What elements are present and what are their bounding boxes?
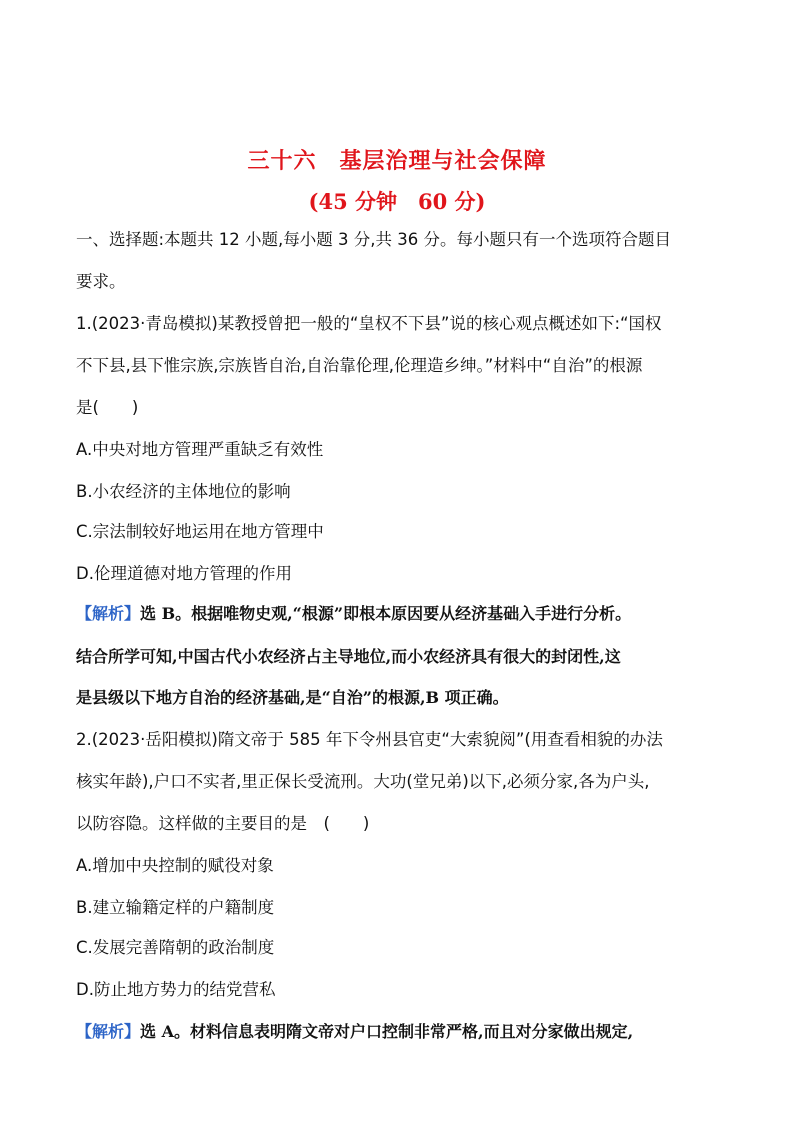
q2-analysis-text-1: 选 A。材料信息表明隋文帝对户口控制非常严格,而且对分家做出规定, xyxy=(140,1022,634,1041)
q2-stem-line-2: 核实年龄),户口不实者,里正保长受流刑。大功(堂兄弟)以下,必须分家,各为户头, xyxy=(76,772,650,791)
q1-option-d: D.伦理道德对地方管理的作用 xyxy=(76,564,292,583)
analysis-tag: 【解析】 xyxy=(76,604,141,623)
q1-stem-line-1: 1.(2023·青岛模拟)某教授曾把一般的“皇权不下县”说的核心观点概述如下:“国权 xyxy=(76,314,662,333)
q1-analysis-line-1 xyxy=(76,602,736,626)
q1-option-b: B.小农经济的主体地位的影响 xyxy=(76,482,291,501)
q2-option-c: C.发展完善隋朝的政治制度 xyxy=(76,938,275,957)
page-subtitle: (45 分钟 60 分) xyxy=(308,189,486,214)
q2-stem-line-1: 2.(2023·岳阳模拟)隋文帝于 585 年下令州县官吏“大索貌阅”(用查看相貌的办法 xyxy=(76,730,663,749)
q1-option-c: C.宗法制较好地运用在地方管理中 xyxy=(76,522,324,541)
q1-analysis-line-3: 是县级以下地方自治的经济基础,是“自治”的根源,B 项正确。 xyxy=(76,688,509,707)
q2-option-a: A.增加中央控制的赋役对象 xyxy=(76,856,274,875)
q1-stem-line-2: 不下县,县下惟宗族,宗族皆自治,自治靠伦理,伦理造乡绅。”材料中“自治”的根源 xyxy=(76,356,643,375)
analysis-tag: 【解析】 xyxy=(76,1022,141,1041)
q2-option-b: B.建立输籍定样的户籍制度 xyxy=(76,898,275,917)
q2-option-d: D.防止地方势力的结党营私 xyxy=(76,980,276,999)
q1-analysis-line-2: 结合所学可知,中国古代小农经济占主导地位,而小农经济具有很大的封闭性,这 xyxy=(76,647,621,666)
q1-option-a: A.中央对地方管理严重缺乏有效性 xyxy=(76,440,324,459)
q1-stem-line-3: 是( ) xyxy=(76,398,139,417)
section-intro-line-1: 一、选择题:本题共 12 小题,每小题 3 分,共 36 分。每小题只有一个选项符合题目 xyxy=(76,230,672,249)
section-intro-line-2: 要求。 xyxy=(76,272,126,291)
q1-analysis-text-1: 选 B。根据唯物史观,“根源”即根本原因要从经济基础入手进行分析。 xyxy=(140,604,632,623)
q2-analysis-line-1 xyxy=(76,1020,736,1044)
q2-stem-line-3: 以防容隐。这样做的主要目的是 ( ) xyxy=(76,814,370,833)
page-title: 三十六 基层治理与社会保障 xyxy=(247,149,547,174)
